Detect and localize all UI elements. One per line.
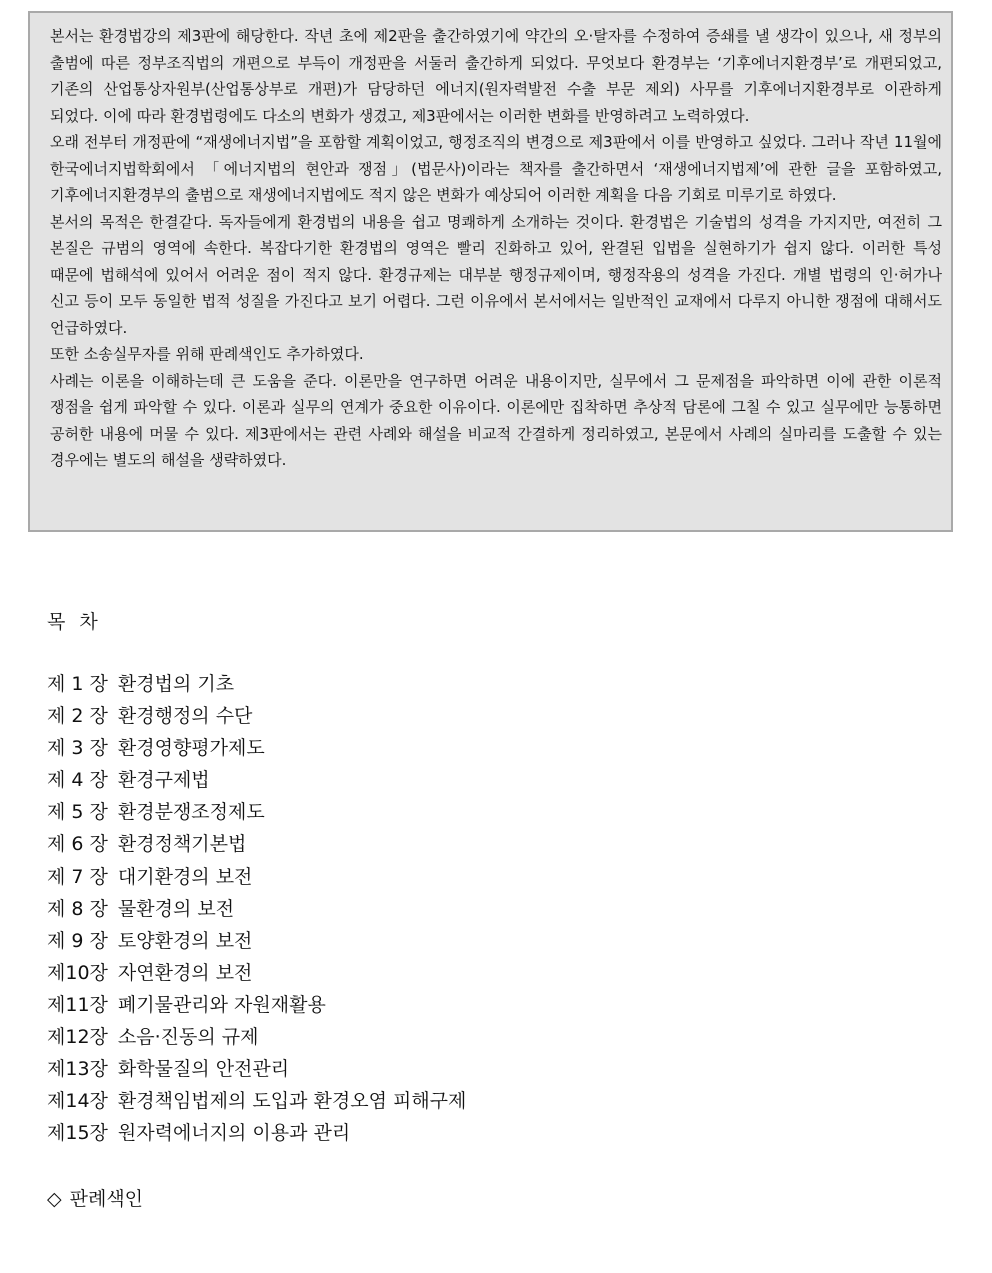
diamond-icon: ◇ (47, 1188, 62, 1210)
chapter-number: 제 1 장 (47, 673, 108, 695)
chapter-title: 물환경의 보전 (117, 897, 235, 920)
chapter-title: 환경책임법제의 도입과 환경오염 피해구제 (117, 1090, 467, 1113)
toc-chapter-12 (47, 1021, 947, 1053)
preface-paragraph-4: 또한 소송실무자를 위해 판례색인도 추가하였다. (50, 345, 364, 363)
table-of-contents (47, 606, 947, 1149)
chapter-title: 토양환경의 보전 (117, 929, 253, 952)
chapter-number: 제 3 장 (47, 737, 108, 760)
toc-chapter-9 (47, 925, 947, 957)
chapter-number: 제14장 (47, 1090, 108, 1113)
toc-appendix-case-index (47, 1183, 143, 1215)
chapter-number: 제 5 장 (47, 801, 108, 824)
toc-chapter-1 (47, 668, 947, 700)
chapter-title: 환경구제법 (117, 769, 210, 792)
toc-chapter-14 (47, 1085, 947, 1117)
chapter-title: 환경분쟁조정제도 (117, 801, 265, 824)
chapter-title: 대기환경의 보전 (117, 865, 253, 888)
chapter-title: 폐기물관리와 자원재활용 (117, 993, 326, 1016)
toc-chapter-5 (47, 796, 947, 828)
toc-chapter-11 (47, 989, 947, 1021)
preface-paragraph-5: 사례는 이론을 이해하는데 큰 도움을 준다. 이론만을 연구하면 어려운 내용이지만, 실무에서 그 문제점을 파악하면 이에 관한 이론적 쟁점을 쉽게 파악할 수 있다. 이론과 실무의 연계가 중요한 이유이다. 이론에만 집착하면 추상적 담론에 그칠 수 있고 실무에만 능통하면 공허한 내용에 머물 수 있다. 제3판에서는 관련 사례와 해설을 비교적 간결하게 정리하였고, 본문에서 사례의 실마리를 도출할 수 있는 경우에는 별도의 해설을 생략하였다. (50, 371, 942, 469)
toc-chapter-3 (47, 732, 947, 764)
chapter-number: 제11장 (47, 993, 108, 1016)
chapter-number: 제 9 장 (47, 929, 108, 952)
toc-chapter-15 (47, 1117, 947, 1149)
preface-box (28, 11, 953, 532)
chapter-title: 환경정책기본법 (117, 833, 247, 856)
chapter-title: 자연환경의 보전 (117, 961, 253, 984)
toc-chapter-2 (47, 700, 947, 732)
chapter-number: 제13장 (47, 1058, 108, 1081)
preface-paragraph-2: 오래 전부터 개정판에 “재생에너지법”을 포함할 계획이었고, 행정조직의 변경으로 제3판에서 이를 반영하고 싶었다. 그러나 작년 11월에 한국에너지법학회에서 「에너지법의 현안과 쟁점」(법문사)이라는 책자를 출간하면서 ‘재생에너지법제’에 관한 글을 포함하였고, 기후에너지환경부의 출범으로 재생에너지법에도 적지 않은 변화가 예상되어 이러한 계획을 다음 기회로 미루기로 하였다. (50, 133, 942, 204)
chapter-title: 환경법의 기초 (117, 673, 235, 695)
chapter-title: 화학물질의 안전관리 (117, 1058, 290, 1081)
chapter-number: 제10장 (47, 961, 108, 984)
chapter-number: 제 2 장 (47, 705, 108, 728)
toc-chapter-6 (47, 828, 947, 860)
toc-chapter-8 (47, 893, 947, 925)
toc-chapter-13 (47, 1053, 947, 1085)
chapter-title: 환경행정의 수단 (117, 705, 253, 728)
preface-paragraph-3: 본서의 목적은 한결같다. 독자들에게 환경법의 내용을 쉽고 명쾌하게 소개하는 것이다. 환경법은 기술법의 성격을 가지지만, 여전히 그 본질은 규범의 영역에 속한다. 복잡다기한 환경법의 영역은 빨리 진화하고 있어, 완결된 입법을 실현하기가 쉽지 않다. 이러한 특성 때문에 법해석에 있어서 어려운 점이 적지 않다. 환경규제는 대부분 행정규제이며, 행정작용의 성격을 가진다. 개별 법령의 인·허가나 신고 등이 모두 동일한 법적 성질을 가진다고 보기 어렵다. 그런 이유에서 본서에서는 일반적인 교재에서 다루지 아니한 쟁점에 대해서도 언급하였다. (50, 212, 942, 337)
chapter-number: 제12장 (47, 1026, 108, 1049)
chapter-title: 소음·진동의 규제 (117, 1026, 259, 1049)
chapter-number: 제15장 (47, 1122, 108, 1145)
chapter-title: 원자력에너지의 이용과 관리 (117, 1122, 351, 1145)
chapter-number: 제 4 장 (47, 769, 108, 792)
toc-chapter-7 (47, 861, 947, 893)
toc-chapter-4 (47, 764, 947, 796)
toc-chapter-10 (47, 957, 947, 989)
chapter-number: 제 6 장 (47, 833, 108, 856)
toc-chapter-list (47, 668, 947, 1149)
appendix-label: 판례색인 (69, 1188, 144, 1210)
toc-heading: 목 차 (47, 611, 102, 633)
chapter-number: 제 7 장 (47, 865, 108, 888)
chapter-title: 환경영향평가제도 (117, 737, 265, 760)
preface-paragraph-1: 본서는 환경법강의 제3판에 해당한다. 작년 초에 제2판을 출간하였기에 약간의 오·탈자를 수정하여 증쇄를 낼 생각이 있으나, 새 정부의 출범에 따른 정부조직법의 개편으로 부득이 개정판을 서둘러 출간하게 되었다. 무엇보다 환경부는 ‘기후에너지환경부’로 개편되었고, 기존의 산업통상자원부(산업통상부로 개편)가 담당하던 에너지(원자력발전 수출 부문 제외) 사무를 기후에너지환경부로 이관하게 되었다. 이에 따라 환경법령에도 다소의 변화가 생겼고, 제3판에서는 이러한 변화를 반영하려고 노력하였다. (50, 27, 942, 125)
chapter-number: 제 8 장 (47, 897, 108, 920)
